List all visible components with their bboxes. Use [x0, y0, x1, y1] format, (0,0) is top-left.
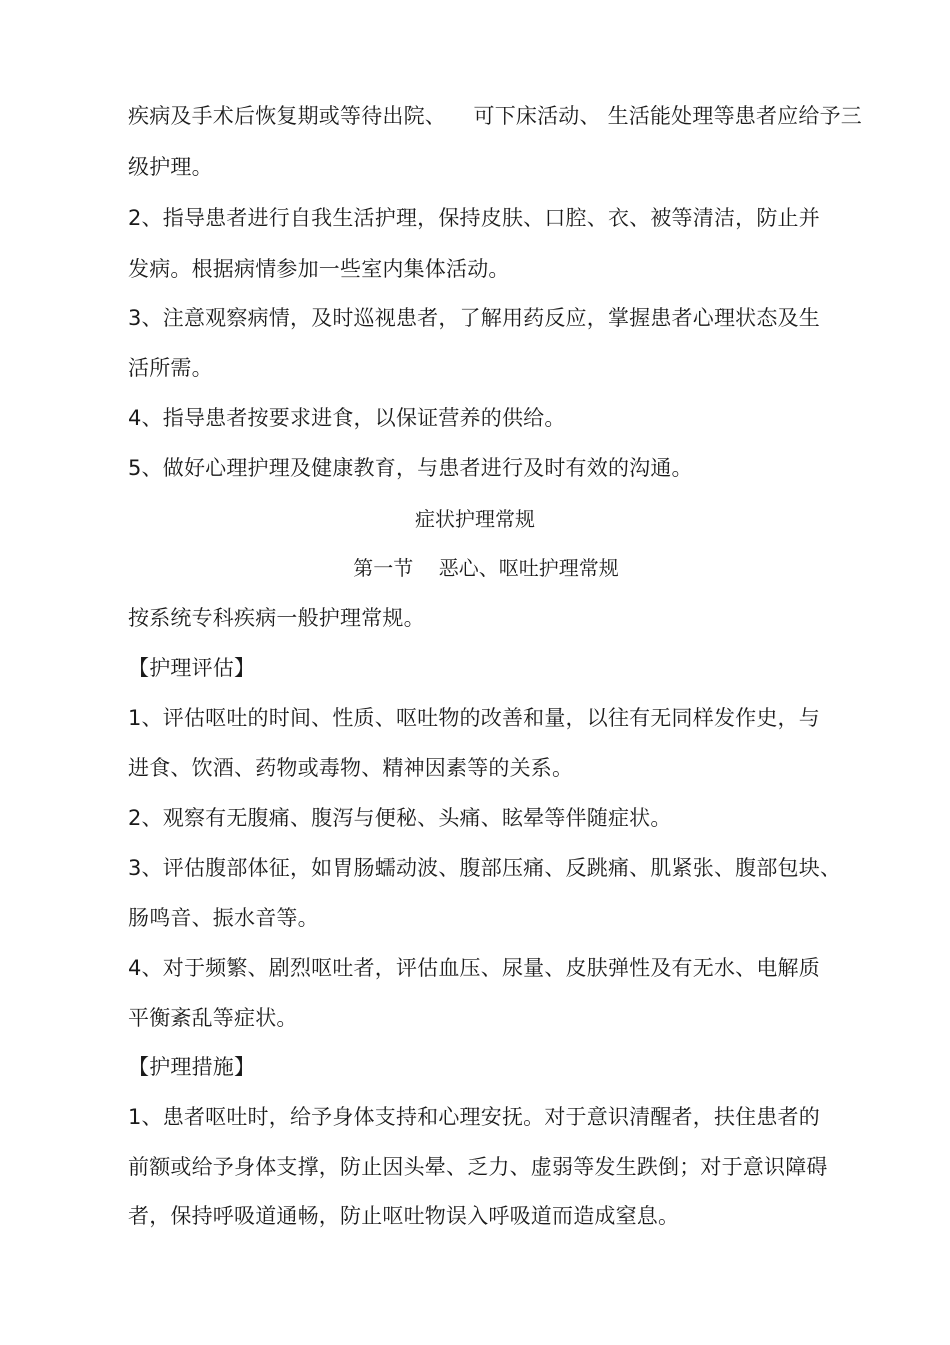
text-line: 1、评估呕吐的时间、性质、呕吐物的改善和量，以往有无同样发作史，与 [128, 706, 820, 730]
text-line: 3、注意观察病情，及时巡视患者，了解用药反应，掌握患者心理状态及生 [128, 306, 820, 330]
text-line: 者，保持呼吸道通畅，防止呕吐物误入呼吸道而造成窒息。 [128, 1204, 680, 1228]
text-line: 肠鸣音、振水音等。 [128, 906, 319, 930]
text-line: 疾病及手术后恢复期或等待出院、 可下床活动、 生活能处理等患者应给予三 [128, 104, 862, 128]
text-line: 4、对于频繁、剧烈呕吐者，评估血压、尿量、皮肤弹性及有无水、电解质 [128, 956, 820, 980]
text-line: 平衡紊乱等症状。 [128, 1006, 298, 1030]
text-line: 级护理。 [128, 155, 213, 179]
section-title: 症状护理常规 [415, 507, 535, 531]
text-line: 4、指导患者按要求进食，以保证营养的供给。 [128, 406, 566, 430]
text-line: 2、观察有无腹痛、腹泻与便秘、头痛、眩晕等伴随症状。 [128, 806, 672, 830]
text-line: 3、评估腹部体征，如胃肠蠕动波、腹部压痛、反跳痛、肌紧张、腹部包块、 [128, 856, 842, 880]
section-heading: 【护理措施】 [128, 1055, 256, 1079]
text-line: 活所需。 [128, 356, 213, 380]
text-line: 进食、饮酒、药物或毒物、精神因素等的关系。 [128, 756, 574, 780]
text-line: 5、做好心理护理及健康教育，与患者进行及时有效的沟通。 [128, 456, 693, 480]
text-line: 1、患者呕吐时，给予身体支持和心理安抚。对于意识清醒者，扶住患者的 [128, 1105, 820, 1129]
text-line: 发病。根据病情参加一些室内集体活动。 [128, 257, 510, 281]
subsection-title: 第一节 恶心、呕吐护理常规 [353, 556, 619, 580]
text-line: 2、指导患者进行自我生活护理，保持皮肤、口腔、衣、被等清洁，防止并 [128, 206, 820, 230]
text-line: 按系统专科疾病一般护理常规。 [128, 606, 425, 630]
text-line: 前额或给予身体支撑，防止因头晕、乏力、虚弱等发生跌倒；对于意识障碍 [128, 1155, 828, 1179]
section-heading: 【护理评估】 [128, 656, 256, 680]
